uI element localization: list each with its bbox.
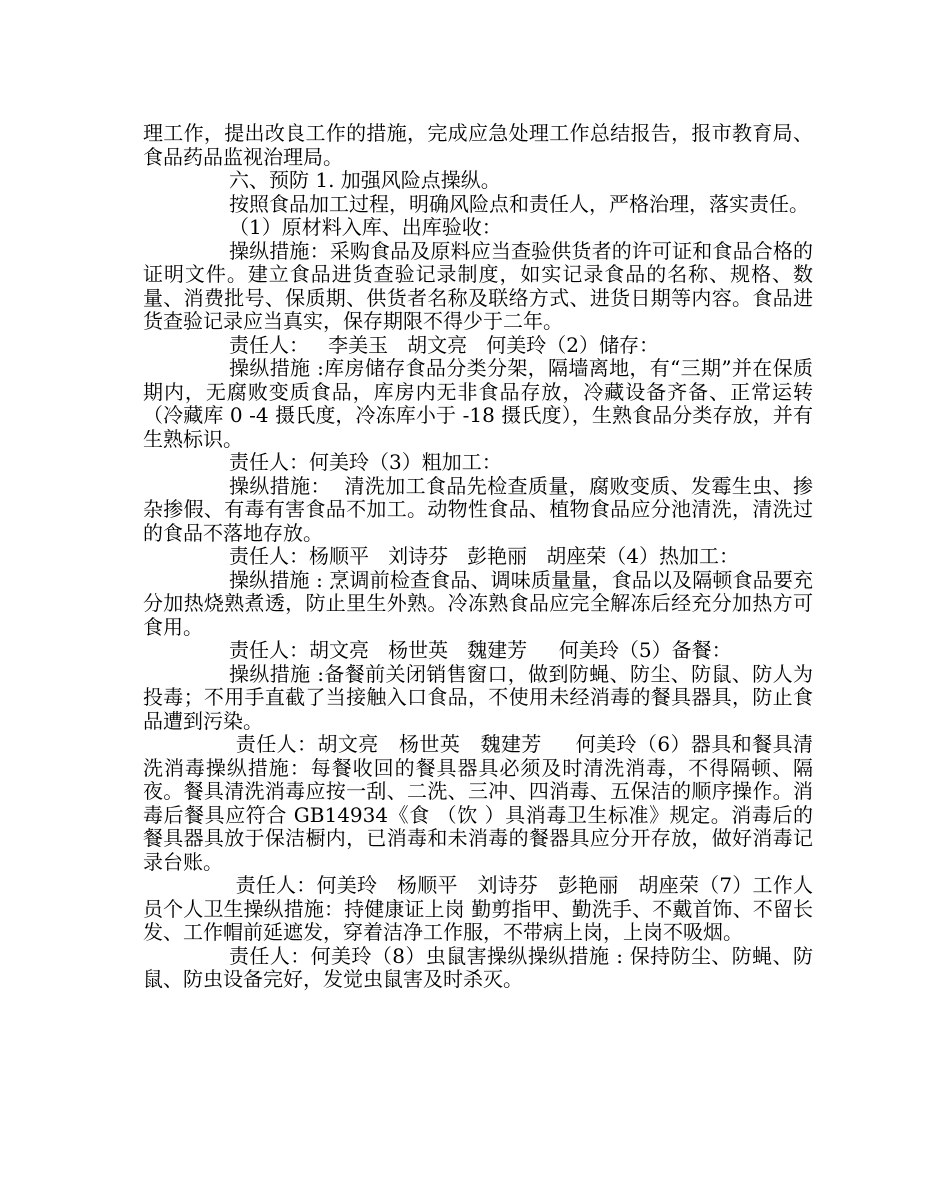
document-body (143, 122, 813, 992)
paragraph-item-4-measures: 操纵措施 : 烹调前检查食品、调味质量量，食品以及隔顿食品要充分加热烧熟煮透，防止里生外熟。冷冻熟食品应完全解冻后经充分加热方可食用。 (143, 567, 813, 639)
paragraph-item-8-measures: 责任人：何美玲（8）虫鼠害操纵操纵措施 : 保持防尘、防蝇、防鼠、防虫设备完好，发觉虫鼠害及时杀灭。 (143, 943, 813, 991)
paragraph-risk-points: 按照食品加工过程，明确风险点和责任人，严格治理，落实责任。 (229, 191, 809, 216)
paragraph-continuation: 理工作，提出改良工作的措施，完成应急处理工作总结报告，报市教育局、食品药品监视治理局。 (143, 121, 813, 169)
paragraph-section-prevention: 六、预防 1. 加强风险点操纵。 (229, 168, 501, 192)
paragraph-item-2-measures: 操纵措施 :库房储存食品分类分架，隔墙离地，有“三期”并在保质期内，无腐败变质食品，库房内无非食品存放，冷藏设备齐备、正常运转（冷藏库 0 -4 摄氏度，冷冻库小于 -18 摄氏度），生熟食品分类存放，并有生熟标识。 (143, 356, 813, 451)
paragraph-item-2-responsible: 责任人：何美玲（3）粗加工： (229, 450, 502, 474)
paragraph-item-1-responsible: 责任人： 李美玉 胡文亮 何美玲（2）储存： (229, 332, 659, 357)
paragraph-item-4-responsible: 责任人：胡文亮 杨世英 魏建芳 何美玲（5）备餐： (229, 638, 732, 662)
paragraph-item-3-measures: 操纵措施： 清洗加工食品先检查质量，腐败变质、发霉生虫、掺杂掺假、有毒有害食品不加工。动物性食品、植物食品应分池清洗，清洗过的食品不落地存放。 (143, 473, 813, 545)
paragraph-item-3-responsible: 责任人：杨顺平 刘诗芬 彭艳丽 胡座荣（4）热加工： (229, 544, 739, 568)
paragraph-item-6-measures: 责任人：胡文亮 杨世英 魏建芳 何美玲（6）器具和餐具清洗消毒操纵措施：每餐收回的餐具器具必须及时清洗消毒，不得隔顿、隔夜。餐具清洗消毒应按一刮、二洗、三冲、四消毒、五保洁的顺序操作。消毒后餐具应符合 GB14934《食 （饮 ）具消毒卫生标准》规定。消毒后的餐具器具放于保洁橱内，已消毒和未消毒的餐器具应分开存放，做好消毒记录台账。 (143, 732, 814, 874)
paragraph-item-1-heading: （1）原材料入库、出库验收： (229, 215, 502, 239)
paragraph-item-7-measures: 责任人：何美玲 杨顺平 刘诗芬 彭艳丽 胡座荣（7）工作人员个人卫生操纵措施：持健康证上岗 勤剪指甲、勤洗手、不戴首饰、不留长发、工作帽前延遮发，穿着洁净工作服，不带病上岗，上岗不吸烟。 (143, 873, 813, 944)
paragraph-item-1-measures: 操纵措施：采购食品及原料应当查验供货者的许可证和食品合格的证明文件。建立食品进货查验记录制度，如实记录食品的名称、规格、数量、消费批号、保质期、供货者名称及联络方式、进货日期等内容。食品进货查验记录应当真实，保存期限不得少于二年。 (143, 238, 813, 333)
paragraph-item-5-measures: 操纵措施 :备餐前关闭销售窗口，做到防蝇、防尘、防鼠、防人为投毒；不用手直截了当接触入口食品，不使用未经消毒的餐具器具，防止食品遭到污染。 (143, 661, 813, 733)
